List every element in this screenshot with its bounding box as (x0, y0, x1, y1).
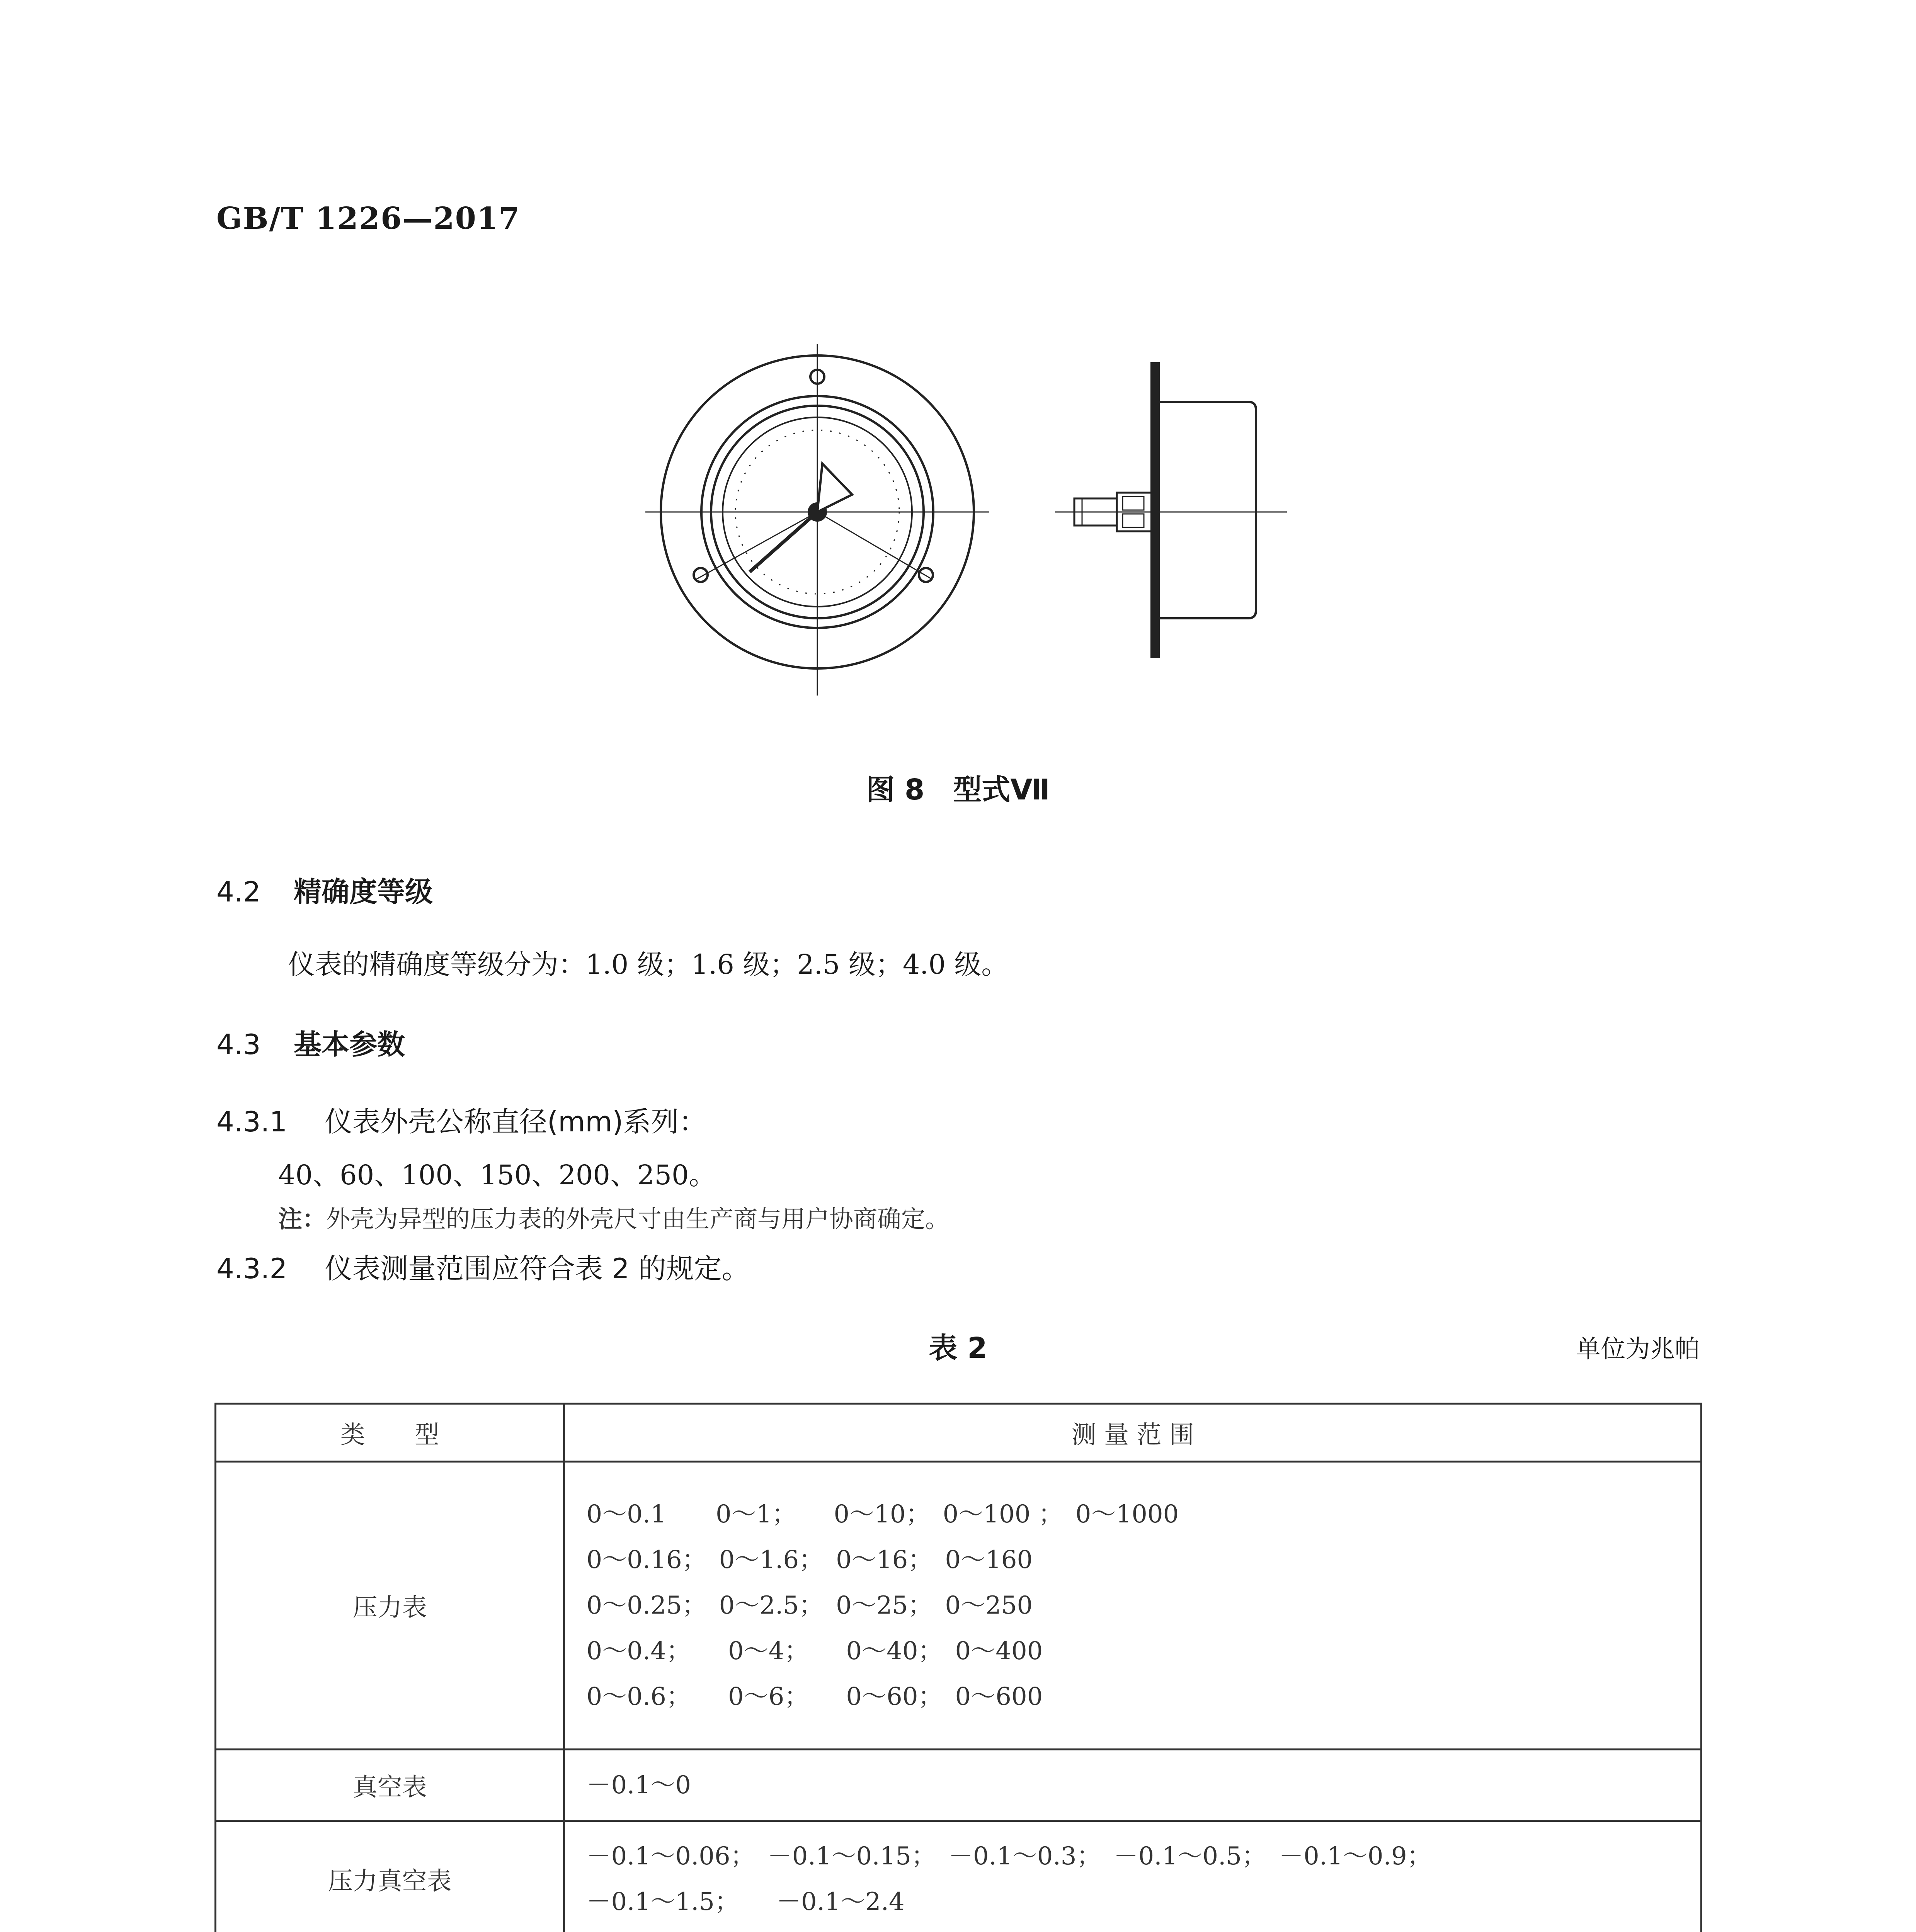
section-4-3-1-note (278, 1200, 949, 1234)
figure-caption: 图 8 型式Ⅶ (866, 773, 1050, 806)
section-4-2-heading (216, 869, 433, 910)
section-4-3-1-body: 40、60、100、150、200、250。 (278, 1159, 716, 1191)
table-row (216, 1462, 1702, 1750)
table-2-unit: 单位为兆帕 (1576, 1335, 1700, 1364)
section-4-3-2-heading (216, 1246, 750, 1286)
table-row (216, 1750, 1702, 1821)
section-number: 4.3.2 (216, 1252, 288, 1285)
section-4-2-body: 仪表的精确度等级分为：1.0 级；1.6 级；2.5 级；4.0 级。 (288, 949, 1009, 980)
row-ranges: 0～0.1 0～1； 0～10； 0～100 ； 0～1000 0～0.16； 0～1.6； 0～16； 0～160 0～0.25； 0～2.5； 0～25； 0～250 0～0.4； 0～4； 0～40； 0～400 0～0.6； 0～6； 0～60； 0～600 (564, 1462, 1702, 1750)
table-row (216, 1821, 1702, 1932)
row-type: 真空表 (216, 1750, 564, 1821)
row-ranges: －0.1～0.06； －0.1～0.15； －0.1～0.3； －0.1～0.5； －0.1～0.9； －0.1～1.5； －0.1～2.4 (564, 1821, 1702, 1932)
table-header-row (216, 1404, 1702, 1462)
header-range: 测 量 范 围 (564, 1404, 1702, 1462)
note-label: 注： (278, 1205, 327, 1233)
section-title: 仪表外壳公称直径(mm)系列： (325, 1105, 707, 1138)
section-number: 4.3 (216, 1028, 261, 1061)
row-type: 压力真空表 (216, 1821, 564, 1932)
gauge-figure (638, 340, 1295, 707)
section-number: 4.2 (216, 876, 261, 908)
section-4-3-1-heading (216, 1099, 706, 1139)
section-title: 基本参数 (294, 1028, 405, 1061)
header-type: 类 型 (216, 1404, 564, 1462)
table-2-caption: 表 2 (929, 1332, 987, 1365)
row-type: 压力表 (216, 1462, 564, 1750)
section-4-3-heading (216, 1022, 405, 1062)
gauge-front-view (645, 344, 989, 696)
section-number: 4.3.1 (216, 1105, 288, 1138)
section-title: 仪表测量范围应符合表 2 的规定。 (325, 1252, 750, 1285)
section-title: 精确度等级 (294, 876, 433, 908)
standard-id: GB/T 1226—2017 (216, 201, 521, 236)
table-2 (214, 1403, 1702, 1932)
gauge-side-view (1055, 363, 1287, 657)
row-ranges: －0.1～0 (564, 1750, 1702, 1821)
note-text: 外壳为异型的压力表的外壳尺寸由生产商与用户协商确定。 (326, 1205, 949, 1233)
